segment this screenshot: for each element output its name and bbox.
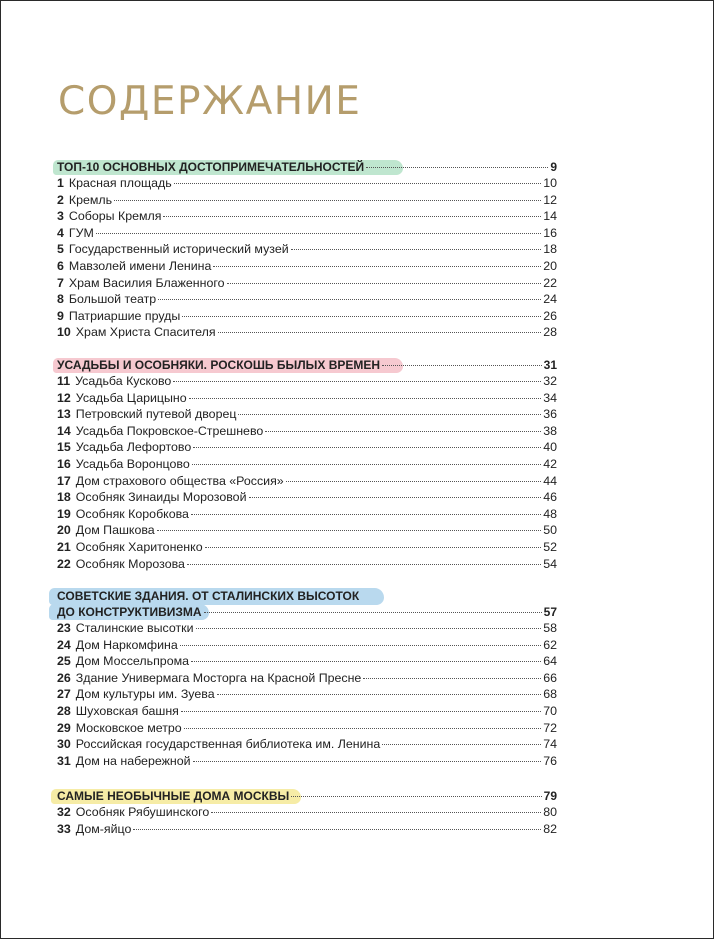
toc-section-2 (57, 357, 557, 572)
entry-label: Дом Пашкова (75, 523, 155, 538)
entry-page: 64 (543, 654, 557, 669)
dot-leader (217, 694, 542, 695)
entry-number: 28 (57, 703, 71, 718)
dot-leader (249, 497, 542, 498)
dot-leader (366, 167, 548, 168)
toc-entry[interactable] (57, 258, 557, 275)
dot-leader (174, 183, 541, 184)
entry-number: 31 (57, 753, 71, 768)
toc-entry[interactable] (57, 192, 557, 209)
dot-leader (187, 564, 541, 565)
dot-leader (180, 645, 541, 646)
entry-label: Дом культуры им. Зуева (75, 687, 215, 702)
dot-leader (193, 761, 542, 762)
entry-number: 23 (57, 621, 71, 635)
entry-number: 15 (57, 440, 71, 455)
entry-list (57, 175, 557, 341)
dot-leader (382, 744, 541, 745)
entry-label: Соборы Кремля (68, 209, 162, 224)
entry-label: Шуховская башня (75, 703, 179, 718)
section-page: 9 (550, 160, 557, 174)
entry-label: Здание Универмага Мосторга на Красной Пресне (75, 670, 362, 685)
entry-page: 16 (543, 225, 557, 240)
entry-page: 76 (543, 753, 557, 768)
entry-label: ГУМ (68, 225, 94, 240)
toc-section-4 (57, 788, 557, 837)
dot-leader (204, 612, 542, 613)
entry-label: Особняк Коробкова (75, 506, 189, 521)
entry-list (57, 373, 557, 572)
toc-section-3 (57, 588, 557, 769)
entry-number: 17 (57, 473, 71, 488)
entry-label: Петровский путевой дворец (75, 407, 237, 422)
toc-entry[interactable] (57, 821, 557, 838)
section-title-line-1: СОВЕТСКИЕ ЗДАНИЯ. ОТ СТАЛИНСКИХ ВЫСОТОК (57, 589, 360, 603)
entry-number: 6 (57, 258, 64, 273)
section-heading[interactable] (57, 357, 557, 373)
dot-leader (96, 233, 541, 234)
entry-page: 38 (543, 423, 557, 438)
dot-leader (291, 796, 541, 797)
toc-entry[interactable] (57, 308, 557, 325)
dot-leader (205, 547, 542, 548)
entry-number: 9 (57, 308, 64, 323)
entry-page: 18 (543, 242, 557, 257)
dot-leader (291, 249, 542, 250)
dot-leader (158, 299, 541, 300)
dot-leader (133, 829, 541, 830)
entry-page: 72 (543, 720, 557, 735)
entry-page: 22 (543, 275, 557, 290)
entry-number: 24 (57, 637, 71, 652)
entry-number: 5 (57, 242, 64, 257)
entry-label: Особняк Харитоненко (75, 539, 203, 554)
entry-number: 12 (57, 390, 71, 405)
dot-leader (265, 431, 541, 432)
dot-leader (227, 283, 542, 284)
entry-label: Дом Моссельпрома (75, 654, 189, 669)
toc-entry[interactable] (57, 456, 557, 473)
entry-label: Сталинские высотки (75, 621, 194, 635)
entry-page: 32 (543, 374, 557, 388)
toc-section-1 (57, 159, 557, 341)
toc-entry[interactable] (57, 324, 557, 341)
toc-entry[interactable] (57, 804, 557, 821)
entry-page: 58 (543, 621, 557, 635)
dot-leader (114, 200, 541, 201)
entry-label: Большой театр (68, 292, 157, 307)
dot-leader (163, 216, 541, 217)
toc-entry[interactable] (57, 175, 557, 192)
entry-number: 7 (57, 275, 64, 290)
entry-page: 10 (543, 176, 557, 190)
section-page: 79 (543, 789, 557, 803)
toc-entry[interactable] (57, 406, 557, 423)
entry-number: 29 (57, 720, 71, 735)
dot-leader (213, 266, 541, 267)
entry-page: 62 (543, 637, 557, 652)
dot-leader (363, 678, 541, 679)
entry-number: 19 (57, 506, 71, 521)
entry-label: Красная площадь (68, 176, 172, 190)
toc-entry[interactable] (57, 241, 557, 258)
entry-label: Усадьба Лефортово (75, 440, 192, 455)
section-title: САМЫЕ НЕОБЫЧНЫЕ ДОМА МОСКВЫ (57, 789, 290, 803)
entry-label: Усадьба Царицыно (75, 390, 187, 405)
entry-page: 28 (543, 325, 557, 340)
entry-label: Усадьба Воронцово (75, 456, 190, 471)
entry-page: 12 (543, 192, 557, 207)
toc-entry[interactable] (57, 275, 557, 292)
dot-leader (192, 464, 541, 465)
entry-page: 24 (543, 292, 557, 307)
entry-number: 10 (57, 325, 71, 340)
section-title: ТОП-10 ОСНОВНЫХ ДОСТОПРИМЕЧАТЕЛЬНОСТЕЙ (57, 160, 365, 174)
entry-page: 70 (543, 703, 557, 718)
dot-leader (182, 316, 541, 317)
entry-number: 8 (57, 292, 64, 307)
entry-page: 46 (543, 490, 557, 505)
dot-leader (184, 728, 542, 729)
entry-page: 42 (543, 456, 557, 471)
entry-number: 3 (57, 209, 64, 224)
entry-number: 30 (57, 737, 71, 752)
entry-label: Государственный исторический музей (68, 242, 289, 257)
toc-entry[interactable] (57, 637, 557, 654)
toc-entry[interactable] (57, 753, 557, 770)
entry-page: 50 (543, 523, 557, 538)
entry-number: 2 (57, 192, 64, 207)
entry-page: 54 (543, 556, 557, 571)
entry-label: Дом страхового общества «Россия» (75, 473, 284, 488)
toc-entry[interactable] (57, 489, 557, 506)
entry-number: 32 (57, 805, 71, 819)
toc-entry[interactable] (57, 291, 557, 308)
entry-label: Усадьба Покровское-Стрешнево (75, 423, 264, 438)
toc-entry[interactable] (57, 703, 557, 720)
dot-leader (218, 332, 542, 333)
entry-page: 52 (543, 539, 557, 554)
entry-page: 82 (543, 821, 557, 836)
entry-page: 66 (543, 670, 557, 685)
dot-leader (238, 414, 541, 415)
entry-label: Дом на набережной (75, 753, 191, 768)
entry-label: Особняк Рябушинского (75, 805, 210, 819)
toc-entry[interactable] (57, 208, 557, 225)
entry-number: 21 (57, 539, 71, 554)
entry-number: 4 (57, 225, 64, 240)
toc-entry[interactable] (57, 736, 557, 753)
toc-entry[interactable] (57, 225, 557, 242)
entry-number: 11 (57, 374, 71, 388)
entry-label: Храм Христа Спасителя (75, 325, 216, 340)
entry-label: Дом-яйцо (75, 821, 132, 836)
entry-label: Особняк Морозова (75, 556, 185, 571)
entry-label: Дом Наркомфина (75, 637, 178, 652)
dot-leader (191, 661, 541, 662)
entry-number: 16 (57, 456, 71, 471)
entry-list (57, 620, 557, 769)
toc-entry[interactable] (57, 620, 557, 637)
entry-page: 14 (543, 209, 557, 224)
entry-label: Мавзолей имени Ленина (68, 258, 212, 273)
entry-number: 25 (57, 654, 71, 669)
entry-page: 20 (543, 258, 557, 273)
toc-entry[interactable] (57, 373, 557, 390)
toc-entry[interactable] (57, 522, 557, 539)
section-heading[interactable] (57, 788, 557, 804)
dot-leader (157, 530, 542, 531)
toc-entry[interactable] (57, 720, 557, 737)
entry-number: 14 (57, 423, 71, 438)
entry-label: Московское метро (75, 720, 182, 735)
entry-list (57, 804, 557, 837)
entry-page: 40 (543, 440, 557, 455)
toc-entry[interactable] (57, 653, 557, 670)
toc-entry[interactable] (57, 506, 557, 523)
dot-leader (382, 365, 542, 366)
dot-leader (286, 481, 542, 482)
entry-page: 48 (543, 506, 557, 521)
entry-label: Усадьба Кусково (75, 374, 172, 388)
entry-label: Особняк Зинаиды Морозовой (75, 490, 247, 505)
entry-label: Российская государственная библиотека им. Ленина (75, 737, 381, 752)
entry-page: 68 (543, 687, 557, 702)
entry-label: Кремль (68, 192, 113, 207)
dot-leader (181, 711, 541, 712)
toc-entry[interactable] (57, 423, 557, 440)
entry-number: 27 (57, 687, 71, 702)
entry-page: 26 (543, 308, 557, 323)
entry-page: 80 (543, 805, 557, 819)
dot-leader (193, 447, 541, 448)
entry-number: 33 (57, 821, 71, 836)
section-title-line-2: ДО КОНСТРУКТИВИЗМА (57, 605, 202, 619)
section-title: УСАДЬБЫ И ОСОБНЯКИ. РОСКОШЬ БЫЛЫХ ВРЕМЕН (57, 358, 381, 372)
entry-number: 18 (57, 490, 71, 505)
entry-number: 26 (57, 670, 71, 685)
entry-page: 36 (543, 407, 557, 422)
toc-entry[interactable] (57, 556, 557, 573)
section-heading[interactable] (57, 159, 557, 175)
entry-page: 74 (543, 737, 557, 752)
dot-leader (173, 381, 541, 382)
entry-page: 44 (543, 473, 557, 488)
page-title: СОДЕРЖАНИЕ (58, 79, 362, 124)
toc-entry[interactable] (57, 539, 557, 556)
toc-entry[interactable] (57, 670, 557, 687)
entry-page: 34 (543, 390, 557, 405)
entry-number: 20 (57, 523, 71, 538)
toc-entry[interactable] (57, 686, 557, 703)
dot-leader (211, 812, 541, 813)
dot-leader (189, 398, 542, 399)
entry-label: Патриаршие пруды (68, 308, 181, 323)
toc-entry[interactable] (57, 473, 557, 490)
toc-entry[interactable] (57, 390, 557, 407)
entry-number: 13 (57, 407, 71, 422)
section-heading[interactable] (57, 588, 557, 620)
section-page: 57 (543, 605, 557, 619)
entry-number: 22 (57, 556, 71, 571)
section-page: 31 (543, 358, 557, 372)
dot-leader (196, 628, 542, 629)
toc-entry[interactable] (57, 439, 557, 456)
entry-number: 1 (57, 176, 64, 190)
dot-leader (191, 514, 541, 515)
entry-label: Храм Василия Блаженного (68, 275, 225, 290)
